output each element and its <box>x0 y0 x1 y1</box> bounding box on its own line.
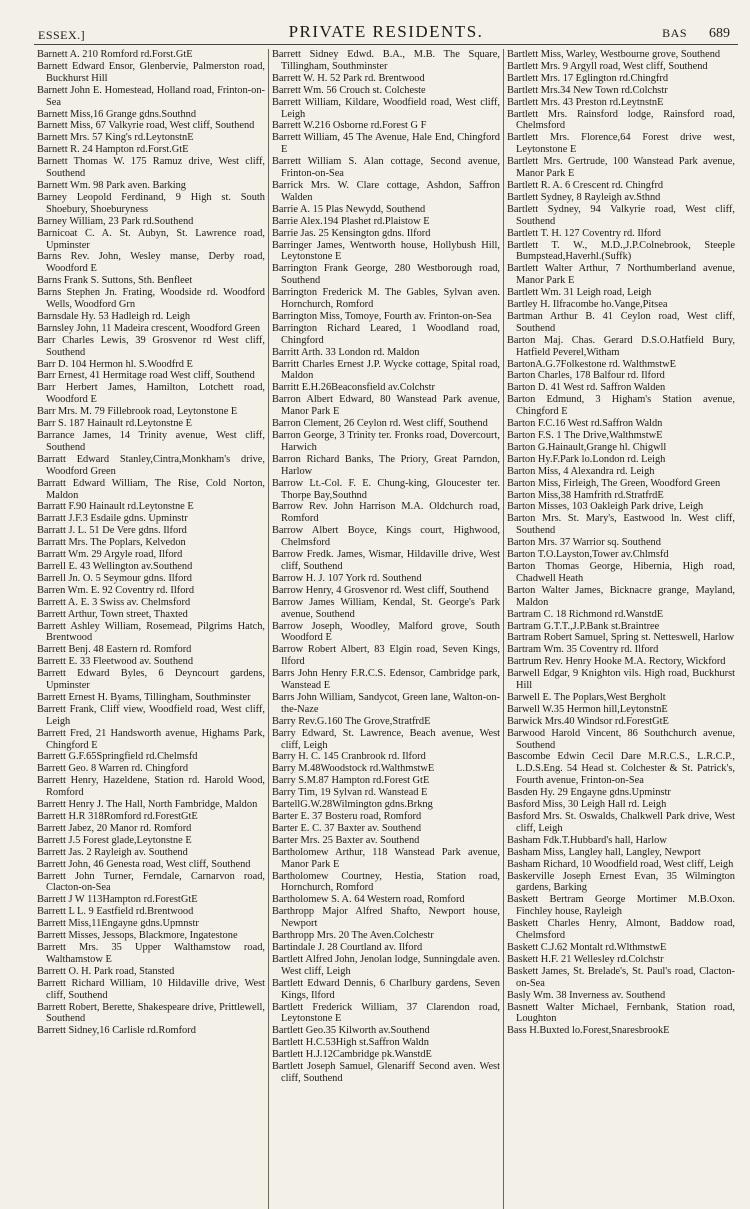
directory-entry: Bartholomew S. A. 64 Western road, Romford <box>272 894 465 906</box>
directory-entry: Barton Edmund, 3 Higham's Station avenue, Chingford E <box>507 394 735 418</box>
directory-entry: Barratt J.F.3 Esdaile gdns. Upminstr <box>37 513 188 525</box>
directory-entry: Bartlett Sydney, 8 Rayleigh av.Sthnd <box>507 191 661 203</box>
directory-entry: Barrett John Turner, Ferndale, Carnarvon road, Clacton-on-Sea <box>37 870 265 894</box>
directory-entry: Bass H.Buxted lo.Forest,SnaresbrookE <box>507 1025 670 1037</box>
directory-entry: Baskett H.F. 21 Wellesley rd.Colchstr <box>507 953 664 965</box>
directory-entry: Barrick Mrs. W. Clare cottage, Ashdon, Saffron Walden <box>272 179 500 203</box>
directory-entry: Basnett Walter Michael, Fernbank, Station road, Loughton <box>507 1001 735 1025</box>
directory-entry: Barry M.48Woodstock rd.WalthmstwE <box>272 763 435 775</box>
directory-entry: Bartlett Mrs. 43 Preston rd.LeytnstnE <box>507 96 664 108</box>
directory-entry: Barton Thomas George, Hibernia, High road, Chadwell Heath <box>507 560 735 584</box>
directory-entry: Barrett William S. Alan cottage, Second avenue, Frinton-on-Sea <box>272 156 500 180</box>
directory-entry: Barrett Mrs. 35 Upper Walthamstow road, Walthamstow E <box>37 941 265 965</box>
directory-entry: Barry Rev.G.160 The Grove,StratfrdE <box>272 715 431 727</box>
directory-entry: Barney William, 23 Park rd.Southend <box>37 215 194 227</box>
directory-entry: Barrett Edward Byles, 6 Deyncourt gardens, Upminster <box>37 668 265 692</box>
directory-entry: Barry H. C. 145 Cranbrook rd. Ilford <box>272 751 426 763</box>
directory-entry: Barwell W.35 Hermon hill,LeytonstnE <box>507 703 668 715</box>
directory-entry: Barnett Miss, 67 Valkyrie road, West cliff, Southend <box>37 120 255 132</box>
directory-entry: Barr D. 104 Hermon hl. S.Woodfrd E <box>37 358 193 370</box>
directory-entry: Barrett J W 113Hampton rd.ForestGtE <box>37 894 198 906</box>
directory-entry: Barney Leopold Ferdinand, 9 High st. South Shoebury, Shoeburyness <box>37 191 265 215</box>
directory-entry: Baskett Charles Henry, Almont, Baddow road, Chelmsford <box>507 918 735 942</box>
directory-entry: Barter Mrs. 25 Baxter av. Southend <box>272 834 420 846</box>
directory-entry: Barrow Henry, 4 Grosvenor rd. West cliff, Southend <box>272 584 489 596</box>
directory-entry: Barrington Miss, Tomoye, Fourth av. Frinton-on-Sea <box>272 310 492 322</box>
directory-entry: Bartlett H.C.53High st.Saffron Waldn <box>272 1037 429 1049</box>
directory-entry: Barns Frank S. Suttons, Sth. Benfleet <box>37 275 193 287</box>
directory-entry: Barton Misses, 103 Oakleigh Park drive, Leigh <box>507 501 704 513</box>
directory-entry: Barthropp Mrs. 20 The Aven.Colchestr <box>272 930 434 942</box>
directory-entry: Basly Wm. 38 Inverness av. Southend <box>507 989 666 1001</box>
directory-entry: Bartram Robert Samuel, Spring st. Netteswell, Harlow <box>507 632 735 644</box>
directory-entry: Barrow James William, Kendal, St. George's Park avenue, Southend <box>272 596 500 620</box>
directory-entry: Barrett L L. 9 Eastfield rd.Brentwood <box>37 906 194 918</box>
directory-entry: Bartlett H.J.12Cambridge pk.WanstdE <box>272 1049 432 1061</box>
directory-entry: Bartlett T. H. 127 Coventry rd. Ilford <box>507 227 662 239</box>
directory-entry: Barrett Misses, Jessops, Blackmore, Ingatestone <box>37 930 238 942</box>
directory-entry: Barrow Lt.-Col. F. E. Chung-king, Gloucester ter. Thorpe Bay,Southnd <box>272 477 500 501</box>
directory-entry: Barrett W. H. 52 Park rd. Brentwood <box>272 72 425 84</box>
directory-entry: Barr Charles Lewis, 39 Grosvenor rd West cliff, Southend <box>37 334 265 358</box>
directory-entry: Basford Mrs. St. Oswalds, Chalkwell Park drive, West cliff, Leigh <box>507 811 735 834</box>
directory-entry: Barnett R. 24 Hampton rd.Forst.GtE <box>37 144 189 156</box>
directory-entry: Barns Stephen Jn. Frating, Woodside rd. Woodford Wells, Woodford Grn <box>37 287 265 311</box>
directory-entry: Barnett Edward Ensor, Glenbervie, Palmerston road, Buckhurst Hill <box>37 60 265 84</box>
directory-entry: Barrow Rev. John Harrison M.A. Oldchurch road, Romford <box>272 501 500 525</box>
directory-entry: Barr Herbert James, Hamilton, Lotchett road, Woodford E <box>37 382 265 406</box>
directory-entry: Bartlett Edward Dennis, 6 Charlbury gardens, Seven Kings, Ilford <box>272 977 500 1001</box>
directory-entry: Bartindale J. 28 Courtland av. Ilford <box>272 941 423 953</box>
directory-entry: Barton G.Hainault,Grange hl. Chigwll <box>507 441 667 453</box>
directory-entry: Barratt J. L. 51 De Vere gdns. Ilford <box>37 525 187 537</box>
directory-entry: Barter E. C. 37 Baxter av. Southend <box>272 822 422 834</box>
directory-entry: Bartlett T. W., M.D.,J.P.Colnebrook, Steeple Bumpstead,Haverhl.(Suffk) <box>507 239 735 263</box>
directory-entry: Bartholomew Arthur, 118 Wanstead Park avenue, Manor Park E <box>272 846 500 870</box>
directory-entry: Barry Edward, St. Lawrence, Beach avenue, West cliff, Leigh <box>272 727 500 751</box>
directory-entry: Barratt Mrs. The Poplars, Kelvedon <box>37 537 186 549</box>
directory-entry: Baskerville Joseph Ernest Evan, 35 Wilmington gardens, Barking <box>507 870 735 894</box>
directory-entry: Bartman Arthur B. 41 Ceylon road, West cliff, Southend <box>507 310 735 334</box>
directory-entry: Barton Miss, Firleigh, The Green, Woodford Green <box>507 477 721 489</box>
directory-entry: Barrie Jas. 25 Kensington gdns. Ilford <box>272 227 431 239</box>
directory-entry: Barron George, 3 Trinity ter. Fronks road, Dovercourt, Harwich <box>272 430 500 453</box>
directory-entry: Barrow H. J. 107 York rd. Southend <box>272 572 422 584</box>
directory-entry: Bartram G.T.T.,J.P.Bank st.Braintree <box>507 620 660 632</box>
directory-entry: Barnett Mrs. 57 King's rd.LeytonstnE <box>37 132 194 144</box>
directory-entry: Baskett C.J.62 Montalt rd.WlthmstwE <box>507 941 667 953</box>
directory-entry: Barton Mrs. 37 Warrior sq. Southend <box>507 537 661 549</box>
directory-entry: Bartrum Rev. Henry Hooke M.A. Rectory, Wickford <box>507 656 726 668</box>
directory-entry: Basford Miss, 30 Leigh Hall rd. Leigh <box>507 799 667 811</box>
directory-entry: Barnsley John, 11 Madeira crescent, Woodford Green <box>37 322 261 334</box>
directory-entry: Bartlett Miss, Warley, Westbourne grove, Southend <box>507 49 721 60</box>
directory-entry: Bartlett Alfred John, Jenolan lodge, Sunningdale aven. West cliff, Leigh <box>272 953 500 977</box>
directory-entry: Barrow Robert Albert, 83 Elgin road, Seven Kings, Ilford <box>272 644 500 668</box>
directory-entry: Barrance James, 14 Trinity avenue, West cliff, Southend <box>37 430 265 453</box>
directory-entry: Bartlett Joseph Samuel, Glenariff Second aven. West cliff, Southend <box>272 1061 500 1084</box>
directory-entry: Basham Miss, Langley hall, Langley, Newport <box>507 846 701 858</box>
directory-entry: Bartlett Walter Arthur, 7 Northumberland avenue, Manor Park E <box>507 263 735 287</box>
directory-entry: Barrett W.216 Osborne rd.Forest G F <box>272 120 427 132</box>
directory-entry: Barnsdale Hy. 53 Hadleigh rd. Leigh <box>37 310 191 322</box>
directory-entry: Barter E. 37 Bosteru road, Romford <box>272 811 422 822</box>
directory-entry: Barrett Arthur, Town street, Thaxted <box>37 608 188 620</box>
directory-entry: Barton Mrs. St. Mary's, Eastwood ln. West cliff, Southend <box>507 513 735 537</box>
directory-entry: Barwick Mrs.40 Windsor rd.ForestGtE <box>507 715 669 727</box>
directory-entry: Barrell Jn. O. 5 Seymour gdns. Ilford <box>37 572 192 584</box>
directory-entry: Basham Richard, 10 Woodfield road, West cliff, Leigh <box>507 858 734 870</box>
directory-entry: Baskett Bertram George Mortimer M.B.Oxon. Finchley house, Rayleigh <box>507 894 735 918</box>
directory-entry: Barr S. 187 Hainault rd.Leytonstne E <box>37 418 192 430</box>
directory-entry: Barnett A. 210 Romford rd.Forst.GtE <box>37 49 193 60</box>
directory-entry: Bartlett Mrs.34 New Town rd.Colchstr <box>507 84 668 96</box>
directory-entry: Barton Charles, 178 Balfour rd. Ilford <box>507 370 665 382</box>
directory-entry: Barrett Geo. 8 Warren rd. Chingford <box>37 763 189 775</box>
directory-entry: Barrow Joseph, Woodley, Malford grove, South Woodford E <box>272 620 500 644</box>
directory-entry: Barren Wm. E. 92 Coventry rd. Ilford <box>37 584 195 596</box>
directory-entry: Bascombe Edwin Cecil Dare M.R.C.S., L.R.C.P., L.D.S.Eng. 54 Head st. Colchester & St. Patrick's, Fourth avenue, Frinton-on-Sea <box>507 751 735 787</box>
directory-entry: Barr Ernest, 41 Hermitage road West cliff, Southend <box>37 370 255 382</box>
directory-entry: Barrett Henry, Hazeldene, Station rd. Harold Wood, Romford <box>37 775 265 799</box>
directory-entry: Barrett Ernest H. Byams, Tillingham, Southminster <box>37 691 251 703</box>
directory-entry: Barratt Edward William, The Rise, Cold Norton, Maldon <box>37 477 265 501</box>
directory-entry: Barratt F.90 Hainault rd.Leytonstne E <box>37 501 194 513</box>
directory-entry: Barrett Jabez, 20 Manor rd. Romford <box>37 822 192 834</box>
directory-entry: Barrie A. 15 Plas Newydd, Southend <box>272 203 426 215</box>
directory-entry: Barron Richard Banks, The Priory, Great Parndon, Harlow <box>272 453 500 477</box>
directory-entry: Barrett O. H. Park road, Stansted <box>37 965 175 977</box>
page-title: PRIVATE RESIDENTS. <box>288 22 484 41</box>
directory-entry: Barrett John, 46 Genesta road, West cliff, Southend <box>37 858 251 870</box>
directory-entry: Bartlett Geo.35 Kilworth av.Southend <box>272 1025 430 1037</box>
directory-entry: Barrett Frank, Cliff view, Woodfield road, West cliff, Leigh <box>37 703 265 727</box>
directory-entry: Barnett Thomas W. 175 Ramuz drive, West cliff, Southend <box>37 156 265 180</box>
directory-entry: Barry Tim, 19 Sylvan rd. Wanstead E <box>272 787 428 799</box>
directory-entry: Barritt Arth. 33 London rd. Maldon <box>272 346 420 358</box>
directory-entry: Basden Hy. 29 Engayne gdns.Upminstr <box>507 787 671 799</box>
county-label: ESSEX.] <box>38 28 86 42</box>
directory-entry: Barton F.C.16 West rd.Saffron Waldn <box>507 418 663 430</box>
directory-entry: Barnicoat C. A. St. Aubyn, St. Lawrence road, Upminster <box>37 227 265 251</box>
page-header <box>34 10 738 45</box>
directory-entry: Barrett Ashley William, Rosemead, Pilgrims Hatch, Brentwood <box>37 620 265 644</box>
directory-entry: Barr Mrs. M. 79 Fillebrook road, Leytonstone E <box>37 406 238 418</box>
directory-entry: Barton Miss, 4 Alexandra rd. Leigh <box>507 465 655 477</box>
page-ref <box>662 26 730 42</box>
directory-entry: Barrett E. 33 Fleetwood av. Southend <box>37 656 194 668</box>
directory-entry: Barwood Harold Vincent, 86 Southchurch avenue, Southend <box>507 727 735 751</box>
directory-entry: Barrett Benj. 48 Eastern rd. Romford <box>37 644 192 656</box>
directory-entry: Barringer James, Wentworth house, Hollybush Hill, Leytonstone E <box>272 239 500 263</box>
section-abbreviation: BAS <box>662 26 687 40</box>
directory-entry: Barrett H.R 318Romford rd.ForestGtE <box>37 811 198 822</box>
directory-entry: Barton T.O.Layston,Tower av.Chlmsfd <box>507 549 669 561</box>
directory-entry: Barton D. 41 West rd. Saffron Walden <box>507 382 666 394</box>
directory-entry: Barrett William, 45 The Avenue, Hale End, Chingford E <box>272 132 500 156</box>
directory-entry: Barton Hy.F.Park lo.London rd. Leigh <box>507 453 666 465</box>
directory-entry: Barratt Edward Stanley,Cintra,Monkham's drive, Woodford Green <box>37 453 265 477</box>
directory-entry: Barrett Henry J. The Hall, North Fambridge, Maldon <box>37 799 258 811</box>
directory-entry: BartellG.W.28Wilmington gdns.Brkng <box>272 799 433 811</box>
directory-entry: Barnett Miss,16 Grange gdns.Southnd <box>37 108 197 120</box>
column-1 <box>34 49 268 1209</box>
directory-entry: Bartholomew Courtney, Hestia, Station road, Hornchurch, Romford <box>272 870 500 894</box>
directory-entry: Barton Walter James, Bicknacre grange, Mayland, Maldon <box>507 584 735 608</box>
directory-entry: Barwell Edgar, 9 Knighton vils. High road, Buckhurst Hill <box>507 668 735 692</box>
column-2 <box>268 49 503 1209</box>
directory-entry: Barron Albert Edward, 80 Wanstead Park avenue, Manor Park E <box>272 394 500 418</box>
directory-entry: Barrett Fred, 21 Handsworth avenue, Highams Park, Chingford E <box>37 727 265 751</box>
directory-entry: Bartlett Mrs. 17 Eglington rd.Chingfrd <box>507 72 669 84</box>
directory-entry: Barrington Richard Leared, 1 Woodland road, Chingford <box>272 322 500 346</box>
page-number: 689 <box>709 26 730 41</box>
directory-entry: Barrett A. E. 3 Swiss av. Chelmsford <box>37 596 191 608</box>
directory-entry: Barrington Frederick M. The Gables, Sylvan aven. Hornchurch, Romford <box>272 287 500 311</box>
directory-entry: Barton Maj. Chas. Gerard D.S.O.Hatfield Bury, Hatfield Peverel,Witham <box>507 334 735 358</box>
directory-entry: Bartley H. Ilfracombe ho.Vange,Pitsea <box>507 299 668 311</box>
directory-entry: Barwell E. The Poplars,West Bergholt <box>507 691 666 703</box>
directory-entry: Bartlett Mrs. 9 Argyll road, West cliff, Southend <box>507 60 708 72</box>
directory-entry: Barry S.M.87 Hampton rd.Forest GtE <box>272 775 430 787</box>
directory-entry: Barrett J.5 Forest glade,Leytonstne E <box>37 834 192 846</box>
directory-entry: BartonA.G.7Folkestone rd. WalthmstwE <box>507 358 676 370</box>
directory-entry: Barrett Sidney Edwd. B.A., M.B. The Square, Tillingham, Southminster <box>272 49 500 72</box>
directory-entry: Bartlett Mrs. Rainsford lodge, Rainsford road, Chelmsford <box>507 108 735 132</box>
directory-entry: Barrie Alex.194 Plashet rd.Plaistow E <box>272 215 430 227</box>
directory-entry: Barton Miss,38 Hamfrith rd.StratfrdE <box>507 489 664 501</box>
directory-entry: Barrs John William, Sandycot, Green lane, Walton-on-the-Naze <box>272 691 500 715</box>
directory-entry: Barnett Wm. 98 Park aven. Barking <box>37 179 186 191</box>
directory-entry: Bartram Wm. 35 Coventry rd. Ilford <box>507 644 659 656</box>
directory-entry: Basham Fdk.T.Hubbard's hall, Harlow <box>507 834 667 846</box>
directory-entry: Bartlett Frederick William, 37 Clarendon road, Leytonstone E <box>272 1001 500 1025</box>
directory-entry: Bartlett R. A. 6 Crescent rd. Chingfrd <box>507 179 664 191</box>
directory-entry: Bartram C. 18 Richmond rd.WanstdE <box>507 608 664 620</box>
directory-entry: Bartlett Mrs. Florence,64 Forest drive west, Leytonstone E <box>507 132 735 156</box>
directory-entry: Barrett Robert, Berette, Shakespeare drive, Prittlewell, Southend <box>37 1001 265 1025</box>
directory-entry: Barthropp Major Alfred Shafto, Newport house, Newport <box>272 906 500 930</box>
column-3 <box>503 49 738 1209</box>
directory-entry: Barrington Frank George, 280 Westborough road, Southend <box>272 263 500 287</box>
directory-entry: Barrett Miss,11Engayne gdns.Upmnstr <box>37 918 199 930</box>
directory-entry: Barrett William, Kildare, Woodfield road, West cliff, Leigh <box>272 96 500 120</box>
entry-columns <box>34 49 738 1209</box>
directory-entry: Barrett Jas. 2 Rayleigh av. Southend <box>37 846 188 858</box>
directory-entry: Barrow Fredk. James, Wismar, Hildaville drive, West cliff, Southend <box>272 549 500 572</box>
directory-entry: Barrow Albert Boyce, Kings court, Highwood, Chelmsford <box>272 525 500 549</box>
directory-entry: Baskett James, St. Brelade's, St. Paul's road, Clacton-on-Sea <box>507 965 735 989</box>
directory-entry: Barrett Sidney,16 Carlisle rd.Romford <box>37 1025 196 1037</box>
directory-entry: Bartlett Sydney, 94 Valkyrie road, West cliff, Southend <box>507 203 735 227</box>
directory-entry: Barritt Charles Ernest J.P. Wycke cottage, Spital road, Maldon <box>272 358 500 382</box>
directory-entry: Bartlett Mrs. Gertrude, 100 Wanstead Park avenue, Manor Park E <box>507 156 735 180</box>
directory-entry: Barratt Wm. 29 Argyle road, Ilford <box>37 549 183 561</box>
directory-entry: Barrett Wm. 56 Crouch st. Colcheste <box>272 84 426 96</box>
directory-entry: Bartlett Wm. 31 Leigh road, Leigh <box>507 287 652 299</box>
directory-entry: Barrell E. 43 Wellington av.Southend <box>37 560 193 572</box>
directory-entry: Barrett G.F.65Springfield rd.Chelmsfd <box>37 751 198 763</box>
directory-entry: Barritt E.H.26Beaconsfield av.Colchstr <box>272 382 435 394</box>
directory-entry: Barton F.S. 1 The Drive,WalthmstwE <box>507 430 663 441</box>
directory-entry: Barrs John Henry F.R.C.S. Edensor, Cambridge park, Wanstead E <box>272 668 500 692</box>
directory-entry: Barron Clement, 26 Ceylon rd. West cliff, Southend <box>272 418 488 430</box>
directory-entry: Barrett Richard William, 10 Hildaville drive, West cliff, Southend <box>37 977 265 1001</box>
directory-entry: Barnett John E. Homestead, Holland road, Frinton-on-Sea <box>37 84 265 108</box>
directory-entry: Barns Rev. John, Wesley manse, Derby road, Woodford E <box>37 251 265 275</box>
